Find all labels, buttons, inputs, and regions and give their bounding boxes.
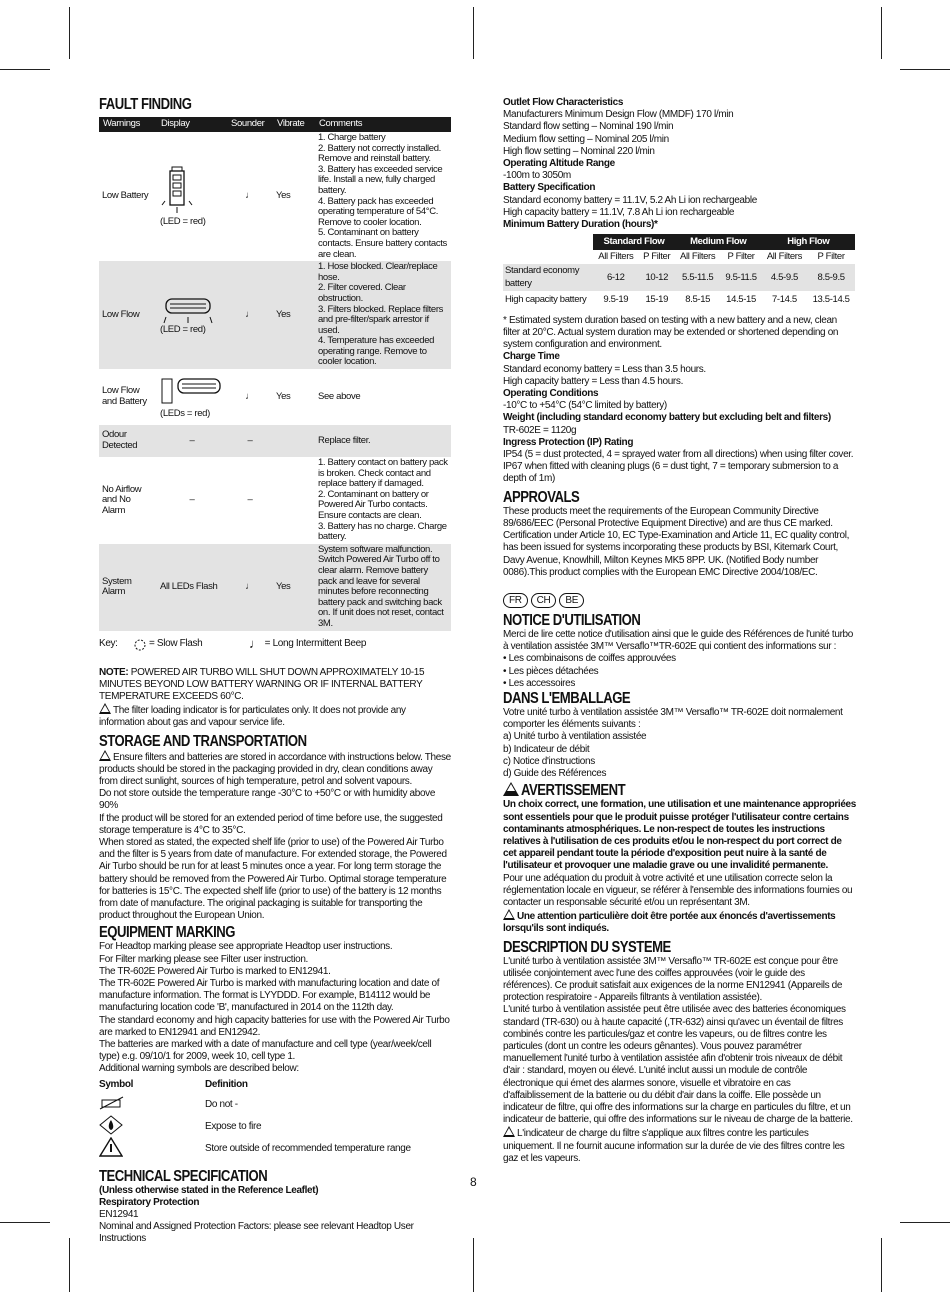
marking-heading: EQUIPMENT MARKING (99, 924, 235, 942)
description-heading: DESCRIPTION DU SYSTEME (503, 938, 671, 956)
marking-text: The batteries are marked with a date of manufacture and cell type (year/week/cell type) e.g. 09/10/1 for 2009, week 10, cell type 1. (99, 1039, 432, 1063)
list-item: d) Guide des Références (503, 767, 607, 779)
crop-mark (881, 1238, 882, 1292)
description-warning: L'indicateur de charge du filtre s'applique aux filtres contre les particules uniquement. Il ne fournit aucune information sur la durée de vie des filtres contre les gaz et les vapeurs. (503, 1128, 845, 1164)
description-text: L'unité turbo à ventilation assistée peut être utilisée avec des batteries économiques standard (TR-630) ou à haute capacité (,TR-632) ainsi qu'avec un éventail de filtres combinés contre les particules/gaz et contre les vapeurs, ou de filtres contre les particules (dont un contre les odeurs gênantes). Vous pouvez paramétrer manuellement l'unité turbo à ventilation assistée afin d'obtenir trois niveaux de débit d'air : standard, moyen ou élevé. L'unité inclut aussi un module de contrôle électronique qui émet des alarmes sonore, visuelle et vibratoire en cas d'affaiblissement de la batterie ou du débit d'air dans la coiffe. Elle possède un indicateur de filtre, qui offre des informations sur la charge en particules du filtre, et un indicateur de batterie, qui offre des informations sur le niveau de charge de la batterie. (503, 1004, 853, 1126)
notice-text: Merci de lire cette notice d'utilisation ainsi que le guide des Références de l'unité turbo à ventilation assistée 3M™ Versaflo™TR-602E qui contient des informations sur : (503, 628, 853, 653)
flow-subheader: All Filters (680, 251, 716, 263)
warning-icon (503, 1126, 515, 1137)
row-vibrate (273, 457, 315, 544)
marking-text: The TR-602E Powered Air Turbo is marked with manufacturing location and date of manufacture information. The format is LYYDDD. For example, B14112 would be manufacturing location code 'B', manufactured in 2014 on the 112th day. (99, 978, 440, 1014)
row-comments: 1. Charge battery 2. Battery not correctly installed. Remove and reinstall battery. 3. Battery has exceeded service life. Install a new, fully charged battery. 4. Battery pack has exceeded operating temperature of 54°C. Remove to cooler location. 5. Contaminant on battery contacts. Ensure battery contacts are clean. (318, 132, 447, 260)
row-warning: System Alarm (99, 544, 157, 631)
key-legend (99, 636, 451, 654)
marking-text: For Filter marking please see Filter user instruction. (99, 953, 308, 965)
warning-icon (503, 909, 515, 920)
approvals-text: Certification under Article 10, EC Type-Examination and Article 11, EC quality control, has been issued for systems incorporating these products by BSI, Kitemark Court, Davy Avenue, Knowlhill, Milton Keynes MK5 8PP. UK. (Notified Body number 0086).This product complies with the European EMC Directive 2004/108/EC. (503, 530, 850, 578)
row-comments: System software malfunction. Switch Powered Air Turbo off to clear alarm. Remove battery pack and leave for several minutes before reconnecting battery pack and switching back on. If unit does not reset, contact 3M. (315, 544, 451, 631)
row-warning: No Airflow and No Alarm (102, 483, 142, 516)
storage-text: When stored as stated, the expected shelf life (prior to use) of the Powered Air Turbo and the filter is 5 years from date of manufacture. For extended storage, the Powered Air Turbo should be run for at least 5 minutes once a year. For long term storage the battery should be removed from the Powered Air Turbo. Optimal storage temperature for batteries is 15°C. The expected shelf life (prior to use) of the battery is 12 months from date of manufacture. The original packaging is suitable for transporting the product throughout the European Union. (99, 837, 447, 922)
approvals-heading: APPROVALS (503, 488, 580, 506)
row-sounder: ♩ (245, 390, 255, 402)
marking-text: Additional warning symbols are described below: (99, 1063, 299, 1075)
fault-table (99, 117, 451, 631)
symbol-header: Symbol Definition (99, 1078, 248, 1090)
table-row (99, 261, 451, 369)
avertissement-text: Pour une adéquation du produit à votre activité et une utilisation correcte selon la réglementation locale en vigueur, se référer à l'ensemble des informations fournies ou contacter un responsable sécurité et/ou un représentant 3M. (503, 872, 853, 908)
avertissement-heading: AVERTISSEMENT (521, 782, 626, 800)
row-sounder: ♩ (227, 261, 273, 369)
col-comments: Comments (315, 117, 451, 132)
emballage-text: Votre unité turbo à ventilation assistée 3M™ Versaflo™ TR-602E doit normalement comporter les éléments suivants : (503, 706, 843, 731)
filter-note: The filter loading indicator is for particulates only. It does not provide any information about gas and vapour service life. (99, 705, 406, 729)
flow-group: Standard Flow (593, 234, 675, 250)
list-item: a) Unité turbo à ventilation assistée (503, 731, 647, 743)
weight-text: TR-602E = 1120g (503, 424, 577, 436)
crop-mark (900, 69, 950, 70)
flow-group: Medium Flow (675, 234, 762, 250)
outlet-text: High flow setting – Nominal 220 l/min (503, 145, 655, 157)
symbol-row: Do not - (99, 1094, 451, 1116)
crop-mark (473, 1238, 474, 1292)
crop-mark (69, 7, 70, 59)
row-display: – (157, 425, 227, 457)
approvals-text: These products meet the requirements of the European Community Directive 89/686/EEC (Personal Protective Equipment Directive) and are thus CE marked. (503, 505, 833, 529)
row-warning: Low Flow and Battery (102, 385, 147, 408)
storage-text: If the product will be stored for an extended period of time before use, the suggested storage temperature is 4°C to 35°C. (99, 812, 443, 836)
battery-text: High capacity battery = 11.1V, 7.8 Ah Li ion rechargeable (503, 206, 735, 218)
duration-note: * Estimated system duration based on testing with a new battery and a new, clean filter at 20°C. Actual system duration may be extended or shortened depending on system configuration and environment. (503, 314, 839, 351)
conditions-text: -10°C to +54°C (54°C limited by battery) (503, 400, 667, 412)
list-item: • Les pièces détachées (503, 665, 599, 677)
flow-subheader: All Filters (598, 251, 634, 263)
list-item: • Les combinaisons de coiffes approuvées (503, 653, 676, 665)
do-not-icon (99, 1096, 125, 1110)
list-item: c) Notice d'instructions (503, 755, 595, 767)
table-row (99, 132, 451, 261)
resp-label: Respiratory Protection (99, 1196, 200, 1208)
table-row (99, 457, 451, 544)
flow-group: High Flow (762, 234, 855, 250)
temperature-warning-icon (99, 1137, 123, 1157)
row-vibrate: Yes (276, 390, 291, 402)
ingress-heading: Ingress Protection (IP) Rating (503, 436, 634, 448)
tech-spec-subheading: (Unless otherwise stated in the Reference Leaflet) (99, 1184, 319, 1196)
crop-mark (473, 7, 474, 59)
page-number: 8 (470, 1175, 477, 1189)
flow-subheader: P Filter (817, 251, 845, 263)
row-warning: Odour Detected (99, 425, 157, 457)
marking-text: The TR-602E Powered Air Turbo is marked to EN12941. (99, 965, 331, 977)
charge-text: Standard economy battery = Less than 3.5 hours. (503, 363, 706, 375)
outlet-heading: Outlet Flow Characteristics (503, 97, 624, 108)
outlet-text: Standard flow setting – Nominal 190 l/min (503, 121, 674, 133)
row-vibrate: Yes (273, 261, 315, 369)
marking-text: For Headtop marking please see appropriate Headtop user instructions. (99, 941, 393, 953)
outlet-text: Medium flow setting – Nominal 205 l/min (503, 133, 669, 145)
row-vibrate: Yes (273, 544, 315, 631)
row-vibrate: Yes (276, 190, 291, 202)
symbol-row: Expose to fire (99, 1116, 451, 1138)
col-vibrate: Vibrate (273, 117, 315, 132)
table-row: Standard economy battery 6-12 10-12 5.5-11.5 9.5-11.5 4.5-9.5 8.5-9.5 (503, 264, 855, 290)
resp-note: Nominal and Assigned Protection Factors: please see relevant Headtop User Instructions (99, 1221, 414, 1245)
row-comments: 1. Hose blocked. Clear/replace hose. 2. Filter covered. Clear obstruction. 3. Filters blocked. Replace filters and pre-filter/spark arrestor if used. 4. Temperature has exceeded operating range. Remove to cooler location. (315, 261, 451, 369)
table-row (99, 369, 451, 425)
fire-icon (99, 1115, 123, 1135)
row-comments: Replace filter. (315, 425, 451, 457)
flag-ch: CH (531, 593, 557, 608)
conditions-heading: Operating Conditions (503, 388, 599, 400)
slow-flash-icon (133, 638, 147, 652)
table-row (99, 544, 451, 631)
left-column (99, 96, 451, 1246)
symbol-row: Store outside of recommended temperature range (99, 1138, 451, 1160)
right-column (503, 97, 856, 1165)
charge-text: High capacity battery = Less than 4.5 hours. (503, 375, 683, 387)
key-label: Key: (99, 638, 118, 650)
avertissement-attention: Une attention particulière doit être portée aux énoncés d'avertissements lorsqu'ils sont indiqués. (503, 911, 836, 935)
row-display: All LEDs Flash (157, 544, 227, 631)
description-text: L'unité turbo à ventilation assistée 3M™ Versaflo™ TR-602E est conçue pour être utilisée conjointement avec l'une des coiffes approuvées (voir le guide des références). Ce produit satisfait aux exigences de la norme EN12941 (Appareils de protection respiratoire - Appareils filtrants à ventilation assistée). (503, 955, 843, 1004)
altitude-text: -100m to 3050m (503, 170, 571, 182)
charge-heading: Charge Time (503, 351, 560, 363)
resp-standard: EN12941 (99, 1209, 139, 1221)
battery-led-icon (160, 165, 194, 217)
marking-text: The standard economy and high capacity batteries for use with the Powered Air Turbo are marked to EN12941 and EN12942. (99, 1014, 450, 1038)
outlet-text: Manufacturers Minimum Design Flow (MMDF) 170 l/min (503, 109, 734, 121)
warning-icon (99, 703, 111, 714)
fault-finding-heading: FAULT FINDING (99, 96, 192, 113)
fault-table-header (99, 117, 451, 132)
tech-spec-heading: TECHNICAL SPECIFICATION (99, 1167, 268, 1185)
row-sounder: ♩ (245, 190, 255, 202)
storage-heading: STORAGE AND TRANSPORTATION (99, 732, 307, 750)
row-warning: Low Flow (99, 261, 157, 369)
duration-heading: Minimum Battery Duration (hours)* (503, 219, 658, 231)
crop-mark (881, 7, 882, 59)
warning-icon (99, 750, 111, 761)
notice-heading: NOTICE D'UTILISATION (503, 611, 641, 629)
language-flags (503, 593, 856, 609)
list-item: b) Indicateur de débit (503, 743, 590, 755)
crop-mark (69, 1238, 70, 1292)
ingress-text: IP54 (5 = dust protected, 4 = sprayed water from all directions) when using filter cover. (503, 449, 854, 461)
ingress-text: IP67 when fitted with cleaning plugs (6 = dust tight, 7 = temporary submersion to a depth of 1m) (503, 461, 839, 485)
flow-subheader: All Filters (766, 251, 803, 263)
beep-icon: ♩ (249, 636, 262, 652)
battery-heading: Battery Specification (503, 182, 596, 194)
storage-text: Ensure filters and batteries are stored in accordance with instructions below. These products should be stored in the packaging provided in dry, clean conditions away from direct sunlight, sources of high temperature, petrol and solvent vapours. (99, 751, 451, 787)
shutdown-note: NOTE: POWERED AIR TURBO WILL SHUT DOWN APPROXIMATELY 10-15 MINUTES BEYOND LOW BATTERY WARNING OR IF INTERNAL BATTERY TEMPERATURE EXCEEDS 60°C. (99, 666, 425, 702)
table-row (99, 425, 451, 457)
filter-led-icon (160, 295, 216, 325)
list-item: • Les accessoires (503, 677, 576, 689)
avertissement-bold: Un choix correct, une formation, une utilisation et une maintenance appropriées sont essentiels pour que le produit puisse protéger l'utilisateur contre certains contaminants atmosphériques. Le non-respect de toutes les instructions relatives à l'utilisation de ces produits et/ou le non-respect du port correct de cet appareil pendant toute la période d'exposition peut nuire à la santé de l'utilisateur et provoquer une maladie grave ou une invalidité permanente. (503, 799, 856, 872)
row-sounder: – (227, 425, 273, 457)
crop-mark (900, 1222, 950, 1223)
col-display: Display (157, 117, 227, 132)
led-caption: (LED = red) (160, 323, 206, 335)
storage-text: Do not store outside the temperature range -30°C to +50°C or with humidity above 90% (99, 788, 436, 812)
weight-heading: Weight (including standard economy battery but excluding belt and filters) (503, 412, 831, 424)
battery-and-filter-led-icon (160, 375, 224, 409)
flag-be: BE (559, 593, 584, 608)
row-display: – (189, 494, 195, 506)
table-row: High capacity battery 9.5-19 15-19 8.5-15 14.5-15 7-14.5 13.5-14.5 (505, 293, 850, 305)
row-comments: See above (318, 390, 361, 402)
crop-mark (0, 1222, 50, 1223)
led-caption: (LED = red) (160, 216, 206, 228)
altitude-heading: Operating Altitude Range (503, 158, 615, 170)
led-caption: (LEDs = red) (160, 407, 210, 419)
warning-icon (503, 782, 519, 796)
key-flash-text: = Slow Flash (149, 638, 203, 650)
crop-mark (0, 69, 50, 70)
battery-text: Standard economy battery = 11.1V, 5.2 Ah Li ion rechargeable (503, 194, 757, 206)
duration-table (503, 234, 855, 309)
row-sounder: – (247, 494, 253, 506)
emballage-heading: DANS L'EMBALLAGE (503, 689, 631, 707)
row-warning: Low Battery (102, 190, 149, 202)
key-beep-text: = Long Intermittent Beep (264, 638, 367, 650)
row-vibrate (273, 425, 315, 457)
flow-subheader: P Filter (643, 251, 671, 263)
row-comments: 1. Battery contact on battery pack is broken. Check contact and replace battery if damaged. 2. Contaminant on battery or Powered Air Turbo contacts. Ensure contacts are clean. 3. Battery has no charge. Charge battery. (318, 457, 448, 543)
col-sounder: Sounder (227, 117, 273, 132)
col-warnings: Warnings (99, 117, 157, 132)
flow-subheader: P Filter (727, 251, 755, 263)
flag-fr: FR (503, 593, 528, 608)
row-sounder: ♩ (227, 544, 273, 631)
